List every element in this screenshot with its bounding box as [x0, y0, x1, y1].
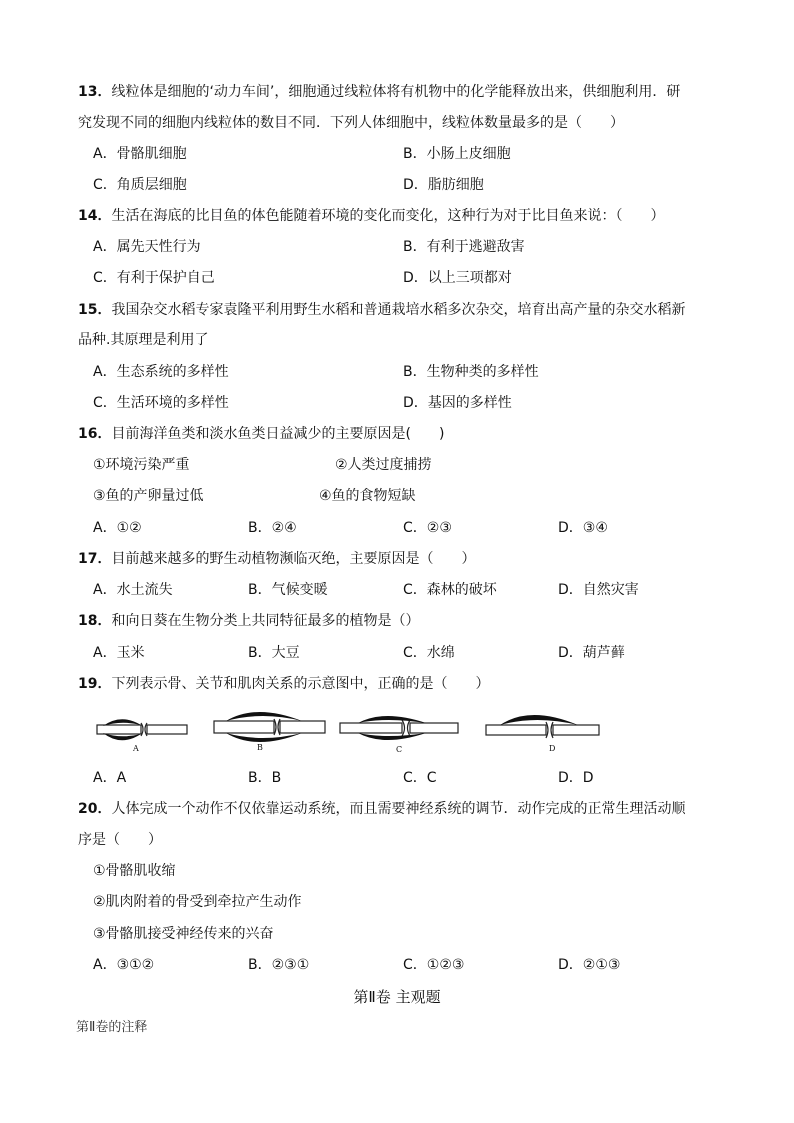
bone-muscle-diagram-b — [212, 705, 327, 760]
question-19-option-b[interactable]: B．B — [248, 770, 282, 786]
question-14-option-a[interactable]: A．属先天性行为 — [93, 239, 201, 255]
question-18-option-c[interactable]: C．水绵 — [403, 645, 455, 661]
question-18-option-b[interactable]: B．大豆 — [248, 645, 300, 661]
bone-muscle-diagram-a — [97, 705, 187, 760]
question-stem-text: 目前越来越多的野生动植物濒临灭绝，主要原因是（ ） — [111, 551, 476, 567]
question-16-option-b[interactable]: B．②④ — [248, 520, 297, 536]
question-18-option-a[interactable]: A．玉米 — [93, 645, 145, 661]
question-15-option-a[interactable]: A．生态系统的多样性 — [93, 364, 229, 380]
diagram-label: C — [396, 745, 403, 754]
question-number: 15． — [78, 302, 112, 318]
question-16-option-c[interactable]: C．②③ — [403, 520, 452, 536]
question-20-item-1: ①骨骼肌收缩 — [93, 863, 176, 879]
question-13-stem-line2: 究发现不同的细胞内线粒体的数目不同．下列人体细胞中，线粒体数量最多的是（ ） — [78, 115, 624, 131]
question-17-option-b[interactable]: B．气候变暖 — [248, 582, 328, 598]
question-16-option-d[interactable]: D．③④ — [558, 520, 608, 536]
question-20-stem-line1 — [78, 799, 685, 819]
question-18-stem — [78, 611, 419, 631]
diagram-label: B — [257, 743, 263, 752]
question-16-item-2: ②人类过度捕捞 — [335, 457, 432, 473]
question-19-option-a[interactable]: A．A — [93, 770, 127, 786]
question-13-option-a[interactable]: A．骨骼肌细胞 — [93, 146, 187, 162]
question-20-item-3: ③骨骼肌接受神经传来的兴奋 — [93, 926, 274, 942]
question-16-item-1: ①环境污染严重 — [93, 457, 190, 473]
question-number: 18． — [78, 613, 112, 629]
question-14-option-c[interactable]: C．有利于保护自己 — [93, 270, 215, 286]
question-17-option-d[interactable]: D．自然灾害 — [558, 582, 639, 598]
question-15-option-b[interactable]: B．生物种类的多样性 — [403, 364, 539, 380]
diagram-label: A — [133, 744, 139, 753]
question-20-item-2: ②肌肉附着的骨受到牵拉产生动作 — [93, 894, 302, 910]
question-number: 17． — [78, 551, 112, 567]
question-stem-text: 人体完成一个动作不仅依靠运动系统，而且需要神经系统的调节．动作完成的正常生理活动顺 — [111, 801, 686, 817]
question-stem-text: 下列表示骨、关节和肌肉关系的示意图中，正确的是（ ） — [111, 676, 490, 692]
question-15-stem-line2: 品种.其原理是利用了 — [78, 332, 209, 348]
bone-muscle-diagram-d — [486, 705, 601, 760]
question-17-option-a[interactable]: A．水土流失 — [93, 582, 173, 598]
question-20-option-b[interactable]: B．②③① — [248, 957, 310, 973]
question-number: 13． — [78, 84, 112, 100]
question-stem-text: 我国杂交水稻专家袁隆平利用野生水稻和普通栽培水稻多次杂交，培育出高产量的杂交水稻新 — [111, 302, 686, 318]
question-13-stem-line1 — [78, 82, 680, 102]
question-number: 14． — [78, 208, 112, 224]
diagram-c — [340, 705, 460, 765]
question-stem-text: 目前海洋鱼类和淡水鱼类日益减少的主要原因是( ) — [111, 426, 445, 442]
question-20-option-d[interactable]: D．②①③ — [558, 957, 621, 973]
question-stem-text: 线粒体是细胞的‘动力车间’，细胞通过线粒体将有机物中的化学能释放出来，供细胞利用．研 — [111, 84, 681, 100]
question-14-option-b[interactable]: B．有利于逃避敌害 — [403, 239, 525, 255]
question-14-stem — [78, 206, 664, 226]
question-16-item-3: ③鱼的产卵量过低 — [93, 488, 204, 504]
question-14-option-d[interactable]: D．以上三项都对 — [403, 270, 512, 286]
question-number: 19． — [78, 676, 112, 692]
question-20-option-c[interactable]: C．①②③ — [403, 957, 465, 973]
question-stem-text: 生活在海底的比目鱼的体色能随着环境的变化而变化，这种行为对于比目鱼来说：（ ） — [111, 208, 665, 224]
question-20-option-a[interactable]: A．③①② — [93, 957, 155, 973]
section-title: 第Ⅱ卷 主观题 — [353, 988, 441, 1006]
question-20-stem-line2: 序是（ ） — [78, 832, 162, 848]
question-15-option-c[interactable]: C．生活环境的多样性 — [93, 395, 229, 411]
question-19-option-d[interactable]: D．D — [558, 770, 594, 786]
question-17-option-c[interactable]: C．森林的破坏 — [403, 582, 497, 598]
question-16-stem — [78, 424, 444, 444]
question-16-option-a[interactable]: A．①② — [93, 520, 142, 536]
diagram-d — [486, 705, 601, 765]
question-15-stem-line1 — [78, 300, 685, 320]
section-note: 第Ⅱ卷的注释 — [76, 1020, 148, 1035]
question-number: 20． — [78, 801, 112, 817]
question-16-item-4: ④鱼的食物短缺 — [319, 488, 416, 504]
diagram-label: D — [549, 744, 556, 753]
question-13-option-b[interactable]: B．小肠上皮细胞 — [403, 146, 511, 162]
question-stem-text: 和向日葵在生物分类上共同特征最多的植物是（） — [111, 613, 420, 629]
question-19-stem — [78, 674, 489, 694]
question-19-option-c[interactable]: C．C — [403, 770, 437, 786]
diagram-b — [212, 705, 327, 765]
question-15-option-d[interactable]: D．基因的多样性 — [403, 395, 512, 411]
question-13-option-d[interactable]: D．脂肪细胞 — [403, 177, 484, 193]
question-number: 16． — [78, 426, 112, 442]
question-18-option-d[interactable]: D．葫芦藓 — [558, 645, 625, 661]
question-17-stem — [78, 549, 475, 569]
question-13-option-c[interactable]: C．角质层细胞 — [93, 177, 187, 193]
diagram-a — [97, 705, 187, 765]
